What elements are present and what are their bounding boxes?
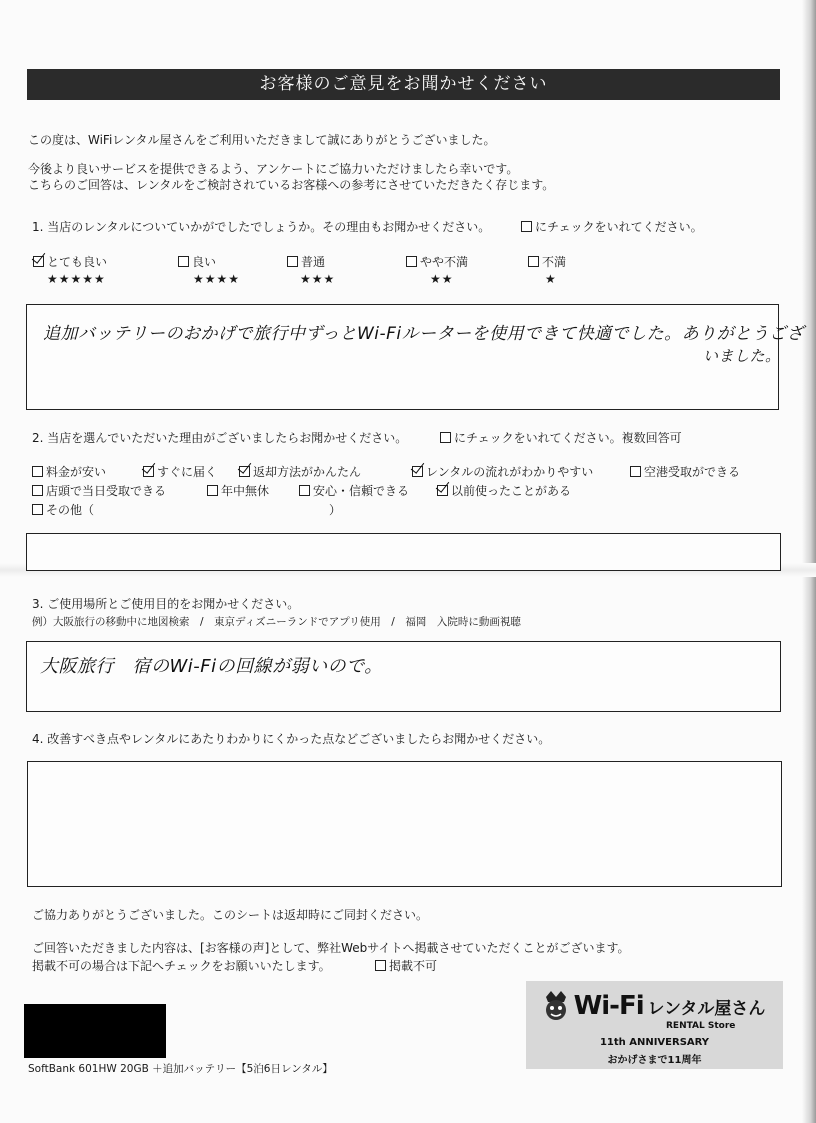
q2-option-store-pickup[interactable] (32, 483, 166, 499)
paper-edge-shadow (802, 0, 816, 1123)
q2-option-easy-flow[interactable] (412, 464, 593, 480)
q3-question: 3. ご使用場所とご使用目的をお聞かせください。 (32, 597, 300, 611)
checkbox[interactable] (630, 466, 641, 477)
checkbox[interactable] (412, 466, 423, 477)
checkbox-sample (521, 221, 532, 232)
checkbox[interactable] (287, 256, 298, 267)
q1-option-label: 普通 (301, 255, 326, 269)
page-title: お客様のご意見をお聞かせください (27, 69, 780, 100)
q2-option-label: 空港受取ができる (644, 465, 741, 479)
checkbox[interactable] (299, 485, 310, 496)
checkbox[interactable] (239, 466, 250, 477)
q2-option-used-before[interactable] (437, 483, 571, 499)
q3-answer: 大阪旅行 宿のWi-Fiの回線が弱いので。 (40, 656, 383, 677)
product-line: SoftBank 601HW 20GB ＋追加バッテリー【5泊6日レンタル】 (28, 1063, 333, 1075)
checkbox-sample (440, 432, 451, 443)
intro-line-1: この度は、WiFiレンタル屋さんをご利用いただきまして誠にありがとうございました。 (28, 133, 496, 147)
checkbox[interactable] (528, 256, 539, 267)
q2-option-cheap[interactable] (32, 464, 106, 480)
redacted-block (24, 1004, 166, 1058)
q2-option-trust[interactable] (299, 483, 409, 499)
q1-option-label: 良い (192, 255, 217, 269)
q1-option-label: とても良い (47, 255, 108, 269)
logo-jp: レンタル屋さん (647, 999, 766, 1019)
q2-question: 2. 当店を選んでいただいた理由がございましたらお聞かせください。 (32, 431, 408, 445)
q1-note-text: にチェックをいれてください。 (535, 220, 703, 234)
thanks-text: ご協力ありがとうございました。このシートは返却時にご同封ください。 (32, 908, 429, 922)
q1-option-dissatisfied[interactable] (528, 254, 566, 270)
star-rating-3: ★★★ (300, 272, 336, 286)
checkbox[interactable] (437, 485, 448, 496)
q2-option-open-year-round[interactable] (207, 483, 269, 499)
q1-option-label: 不満 (542, 255, 567, 269)
q1-answer-box[interactable] (26, 304, 805, 410)
publish-notice-1: ご回答いただきました内容は、[お客様の声]として、弊社Webサイトへ掲載させていただくことがございます。 (32, 941, 630, 955)
q1-option-somewhat-dissatisfied[interactable] (406, 254, 468, 270)
q1-answer-line-1: 追加バッテリーのおかげで旅行中ずっとWi-Fiルーターを使用できて快適でした。ありがとうござ (43, 324, 805, 344)
q2-option-fast-delivery[interactable] (143, 464, 217, 480)
checkbox[interactable] (32, 485, 43, 496)
q2-option-label: その他（ (46, 503, 95, 517)
q2-answer-box[interactable] (26, 533, 781, 571)
logo-wordmark (526, 991, 783, 1021)
checkbox[interactable] (32, 504, 43, 515)
checkbox[interactable] (375, 960, 386, 971)
q2-option-label: 返却方法がかんたん (253, 465, 362, 479)
checkbox[interactable] (207, 485, 218, 496)
q1-option-normal[interactable] (287, 254, 325, 270)
no-publish-label: 掲載不可 (389, 959, 438, 973)
q2-other-close: ） (329, 503, 342, 517)
logo-anniversary-jp: おかげさまで11周年 (607, 1055, 702, 1066)
q3-example: 例）大阪旅行の移動中に地図検索 / 東京ディズニーランドでアプリ使用 / 福岡 入院時に動画視聴 (32, 616, 521, 628)
q2-option-label: 料金が安い (46, 465, 107, 479)
publish-notice-2: 掲載不可の場合は下記へチェックをお願いいたします。 (32, 959, 331, 973)
checkbox[interactable] (178, 256, 189, 267)
star-rating-2: ★★ (430, 272, 454, 286)
star-rating-5: ★★★★★ (47, 272, 106, 286)
q4-question: 4. 改善すべき点やレンタルにあたりわかりにくかった点などございましたらお聞かせください。 (32, 732, 551, 746)
q3-answer-box[interactable] (26, 641, 781, 712)
logo-wifi: Wi-Fi (573, 991, 644, 1021)
q2-note (440, 430, 682, 446)
logo-en: RENTAL Store (666, 1021, 736, 1031)
q1-answer-line-2: いました。 (703, 347, 781, 365)
q2-option-label: 以前使ったことがある (451, 484, 572, 498)
q2-option-label: 安心・信頼できる (313, 484, 410, 498)
q2-option-easy-return[interactable] (239, 464, 361, 480)
q2-option-label: レンタルの流れがわかりやすい (426, 465, 594, 479)
logo-anniversary: 11th ANNIVERSARY (599, 1037, 710, 1048)
q1-note (521, 219, 703, 235)
intro-line-3: こちらのご回答は、レンタルをご検討されているお客様への参考にさせていただきたく存じます。 (28, 178, 555, 192)
checkbox[interactable] (32, 466, 43, 477)
q1-option-label: やや不満 (420, 255, 469, 269)
star-rating-1: ★ (545, 272, 557, 286)
q2-option-other[interactable] (32, 502, 94, 518)
q2-option-label: 年中無休 (221, 484, 270, 498)
q1-option-very-good[interactable] (33, 254, 107, 270)
q4-answer-box[interactable] (27, 761, 782, 887)
q2-option-label: 店頭で当日受取できる (46, 484, 167, 498)
q2-option-airport-pickup[interactable] (630, 464, 740, 480)
no-publish-option[interactable] (375, 958, 437, 974)
q1-option-good[interactable] (178, 254, 216, 270)
checkbox[interactable] (33, 256, 44, 267)
star-rating-4: ★★★★ (193, 272, 241, 286)
intro-line-2: 今後より良いサービスを提供できるよう、アンケートにご協力いただけましたら幸いです。 (28, 162, 519, 176)
brand-logo (526, 981, 783, 1069)
checkbox[interactable] (406, 256, 417, 267)
q1-question: 1. 当店のレンタルについていかがでしたでしょうか。その理由もお聞かせください。 (32, 220, 491, 234)
q2-option-label: すぐに届く (157, 465, 218, 479)
q2-note-text: にチェックをいれてください。複数回答可 (454, 431, 682, 445)
checkbox[interactable] (143, 466, 154, 477)
